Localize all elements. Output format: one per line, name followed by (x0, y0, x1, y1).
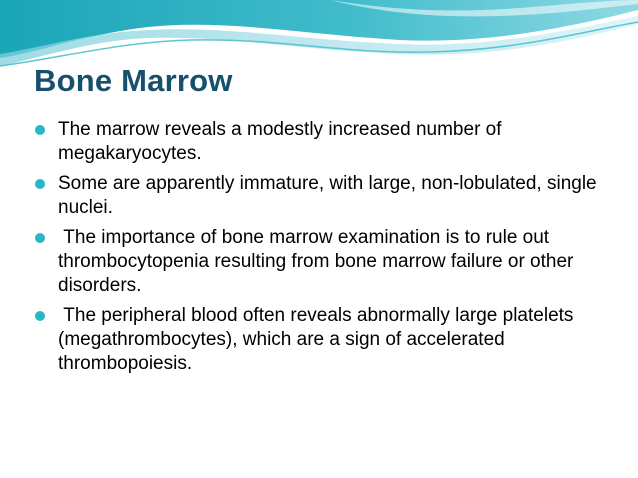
bullet-item (32, 226, 612, 298)
bullet-dot-icon (35, 179, 45, 189)
bullet-item (32, 172, 612, 220)
bullet-item (32, 118, 612, 166)
bullet-dot-icon (35, 233, 45, 243)
bullet-text: The marrow reveals a modestly increased number of megakaryocytes. (58, 119, 507, 164)
bullet-item (32, 304, 612, 376)
slide-title: Bone Marrow (34, 63, 233, 98)
bullet-list (32, 118, 612, 382)
bullet-dot-icon (35, 311, 45, 321)
bullet-text: Some are apparently immature, with large, non-lobulated, single nuclei. (58, 173, 602, 218)
bullet-dot-icon (35, 125, 45, 135)
bullet-text: The peripheral blood often reveals abnormally large platelets (megathrombocytes), which are a sign of accelerated thrombopoiesis. (58, 305, 579, 374)
bullet-text: The importance of bone marrow examination is to rule out thrombocytopenia resulting from bone marrow failure or other disorders. (58, 227, 579, 296)
